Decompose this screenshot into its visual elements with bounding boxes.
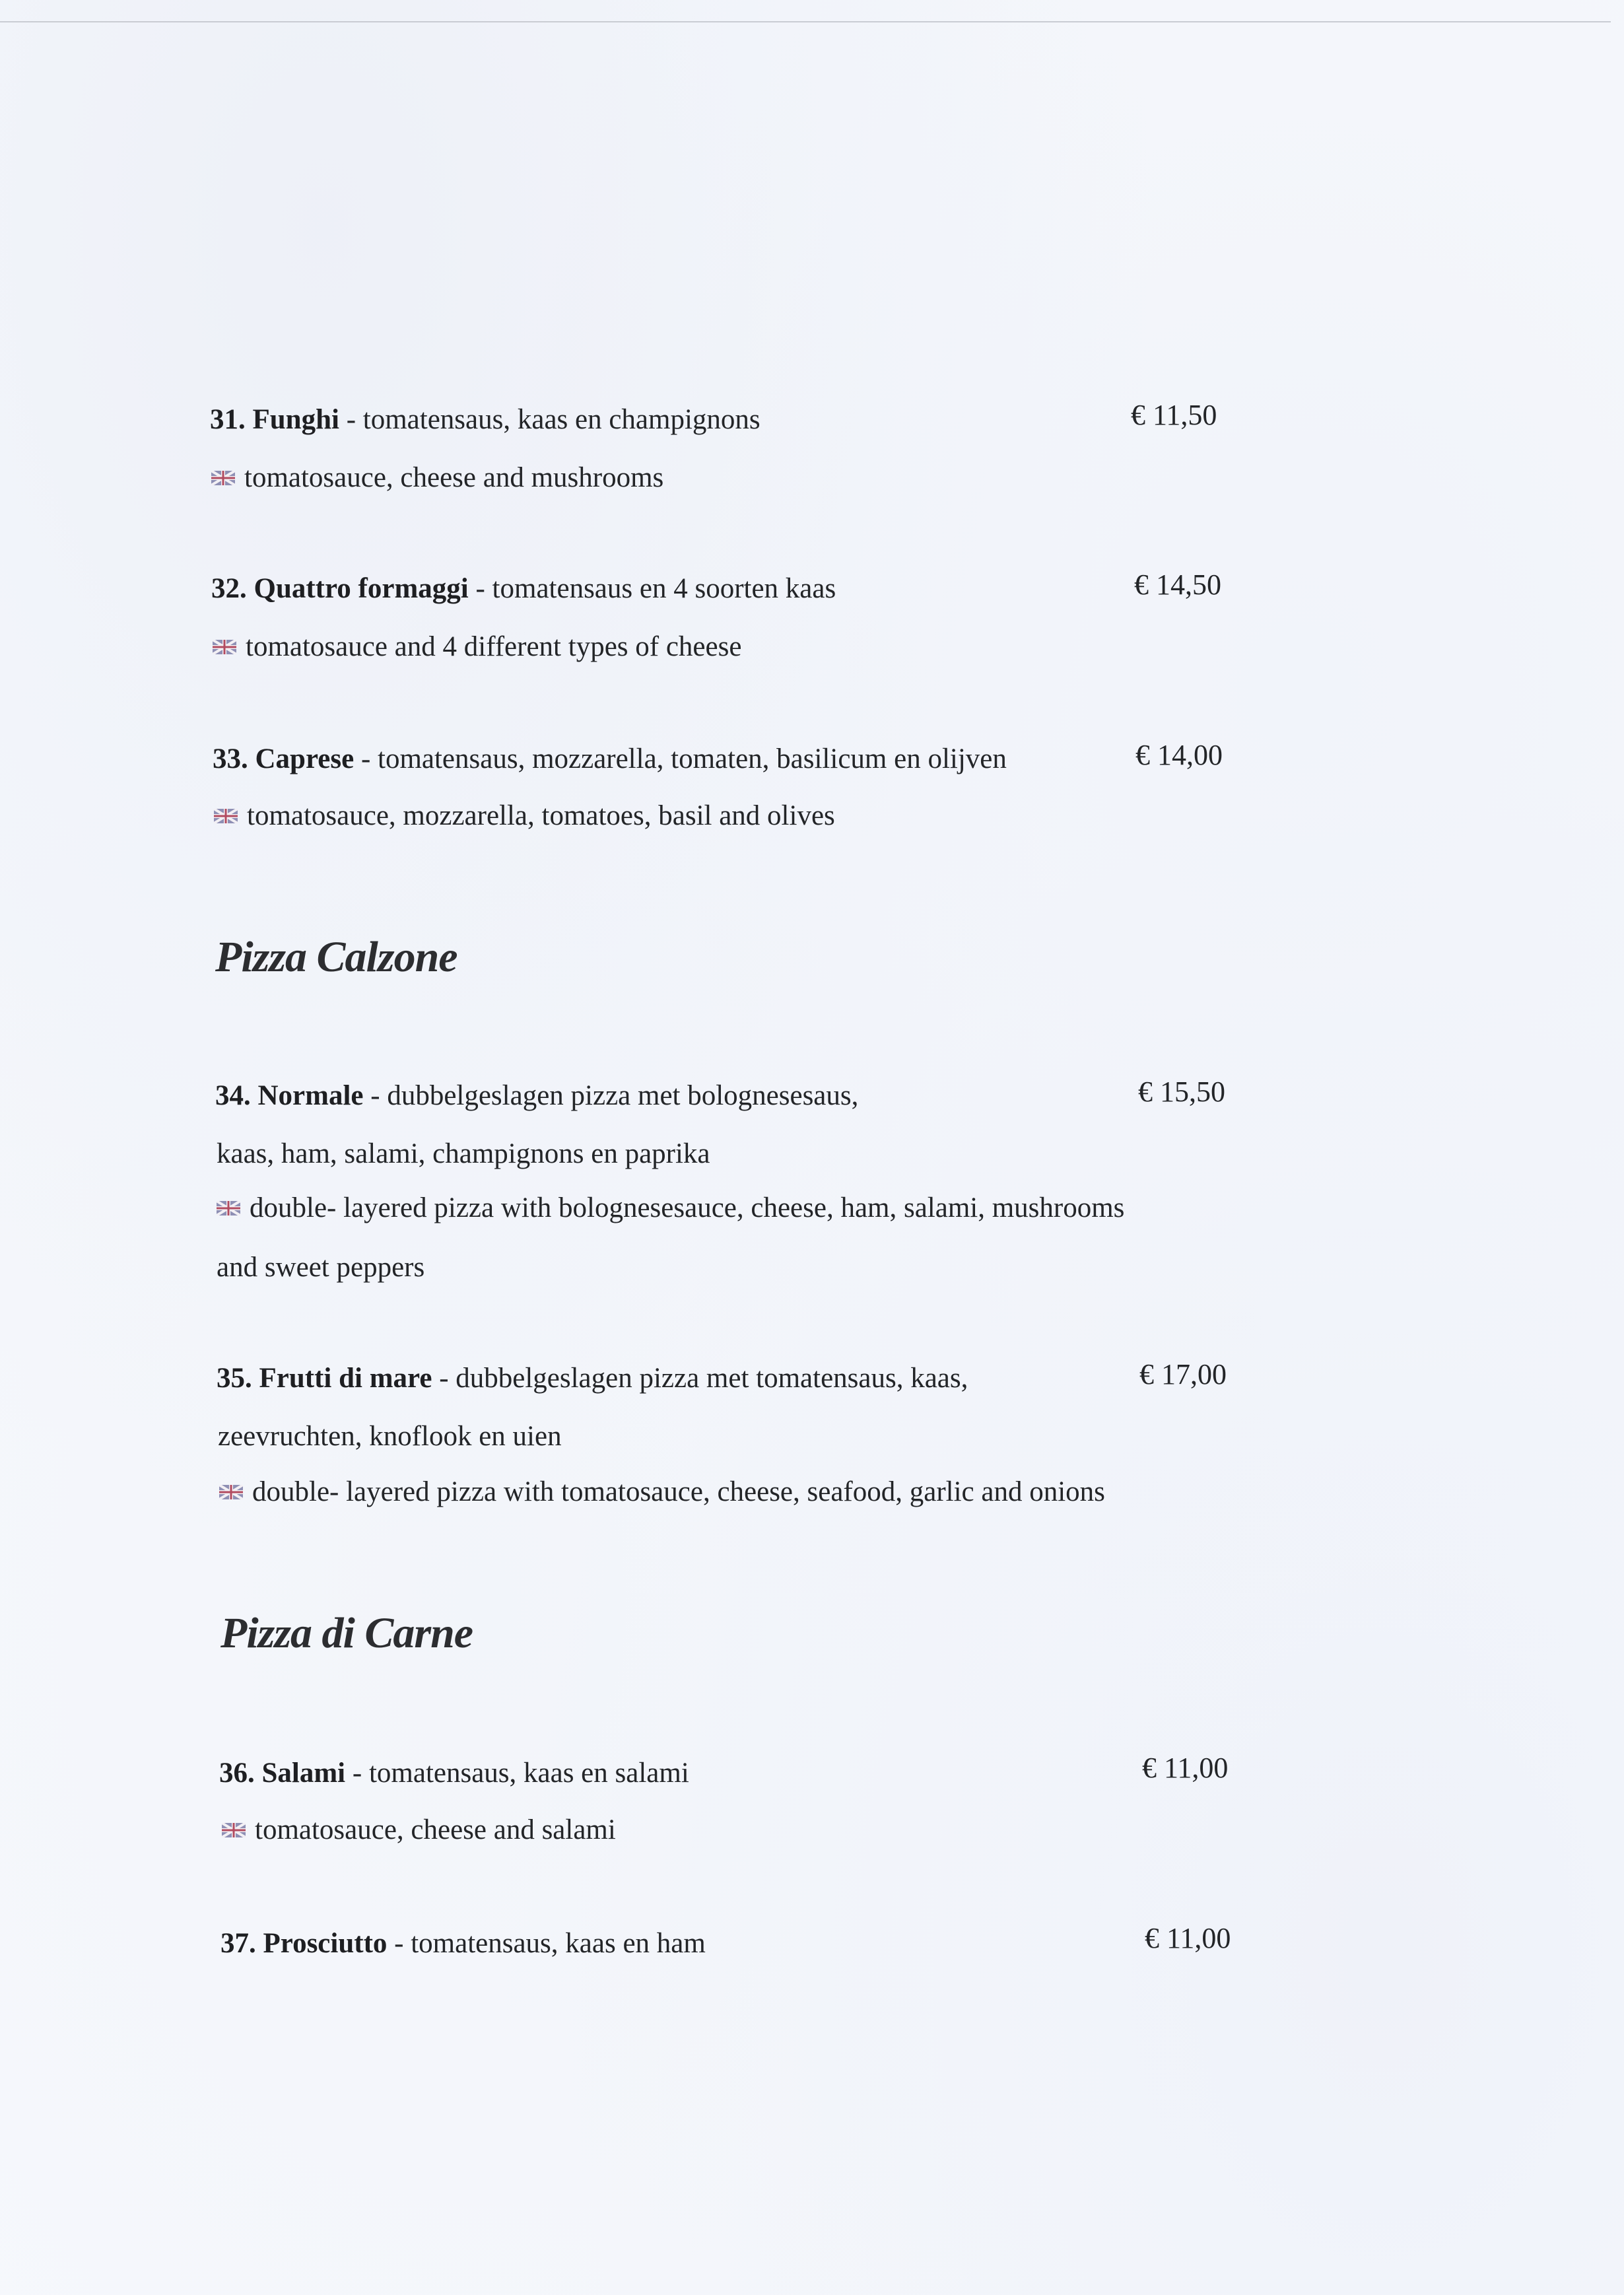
menu-item-31-english	[211, 461, 663, 495]
menu-item-34-english	[217, 1191, 1124, 1225]
item-name: Normale	[257, 1080, 364, 1111]
item-description-nl: - dubbelgeslagen pizza met tomatensaus, kaas,	[432, 1363, 968, 1394]
item-description-nl: - tomatensaus, kaas en ham	[387, 1928, 706, 1959]
top-divider	[0, 21, 1611, 22]
item-name: Frutti di mare	[259, 1363, 432, 1394]
menu-item-33-english	[214, 799, 835, 833]
menu-item-32-english	[213, 630, 741, 664]
item-name: Caprese	[255, 743, 355, 774]
item-name: Quattro formaggi	[254, 573, 469, 604]
item-description-en: tomatosauce, cheese and salami	[255, 1814, 616, 1845]
uk-flag-icon	[219, 1485, 243, 1499]
item-name: Prosciutto	[263, 1928, 388, 1959]
item-description-nl: - dubbelgeslagen pizza met bolognesesaus,	[363, 1080, 859, 1111]
menu-item-35-price: € 17,00	[1139, 1358, 1227, 1390]
section-title-calzone: Pizza Calzone	[215, 933, 457, 981]
menu-item-32-price: € 14,50	[1134, 568, 1221, 601]
item-description-nl: - tomatensaus en 4 soorten kaas	[468, 573, 836, 604]
item-description-en: tomatosauce, mozzarella, tomatoes, basil and olives	[247, 800, 835, 831]
item-description-nl: - tomatensaus, kaas en salami	[345, 1758, 689, 1789]
uk-flag-icon	[217, 1201, 240, 1216]
item-description-en: double- layered pizza with tomatosauce, cheese, seafood, garlic and onions	[252, 1476, 1105, 1507]
menu-item-32-dutch	[211, 572, 836, 606]
item-description-en: tomatosauce, cheese and mushrooms	[244, 462, 664, 493]
menu-item-36-english	[222, 1813, 616, 1847]
item-number: 37.	[220, 1928, 256, 1959]
section-title-carne: Pizza di Carne	[220, 1609, 473, 1657]
item-number: 31.	[210, 404, 246, 435]
item-number: 32.	[211, 573, 247, 604]
menu-item-34-dutch	[215, 1079, 858, 1113]
menu-item-33-dutch	[213, 742, 1007, 776]
item-description-en: double- layered pizza with bolognesesauce, cheese, ham, salami, mushrooms	[250, 1192, 1125, 1223]
menu-item-35-dutch-continued: zeevruchten, knoflook en uien	[218, 1421, 562, 1452]
item-number: 34.	[215, 1080, 251, 1111]
item-number: 36.	[219, 1758, 255, 1789]
menu-item-31-dutch	[210, 403, 761, 437]
uk-flag-icon	[222, 1823, 246, 1837]
item-description-nl: - tomatensaus, mozzarella, tomaten, basilicum en olijven	[354, 743, 1007, 774]
item-description-en: tomatosauce and 4 different types of cheese	[246, 631, 742, 662]
menu-item-37-dutch	[220, 1927, 706, 1961]
uk-flag-icon	[211, 471, 235, 485]
item-number: 33.	[213, 743, 248, 774]
menu-item-37-price: € 11,00	[1145, 1922, 1231, 1954]
item-name: Funghi	[252, 404, 339, 435]
menu-item-35-english	[219, 1475, 1105, 1509]
menu-item-34-price: € 15,50	[1138, 1076, 1225, 1108]
uk-flag-icon	[214, 809, 238, 823]
item-name: Salami	[261, 1758, 346, 1789]
menu-item-36-dutch	[219, 1756, 689, 1791]
menu-item-33-price: € 14,00	[1135, 739, 1223, 771]
item-description-nl: - tomatensaus, kaas en champignons	[339, 404, 761, 435]
menu-item-34-dutch-continued: kaas, ham, salami, champignons en paprika	[217, 1138, 710, 1169]
menu-item-31-price: € 11,50	[1131, 399, 1217, 431]
uk-flag-icon	[213, 640, 236, 654]
menu-item-36-price: € 11,00	[1142, 1752, 1229, 1784]
item-number: 35.	[217, 1363, 252, 1394]
menu-item-35-dutch	[217, 1361, 968, 1396]
menu-item-34-english-continued: and sweet peppers	[217, 1252, 425, 1283]
